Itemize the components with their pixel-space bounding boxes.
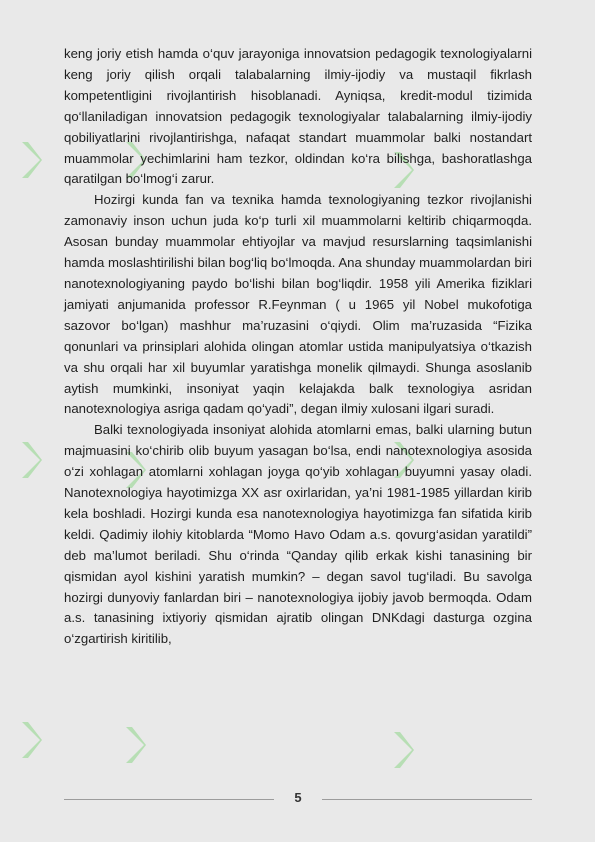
body-text — [64, 44, 532, 650]
chevron-watermark-icon — [20, 440, 42, 480]
chevron-watermark-icon — [124, 725, 146, 765]
paragraph-1: keng joriy etish hamda o‘quv jarayoniga innovatsion pedagogik texnologiyalarni keng joriy qilish orqali talabalarning ilmiy-ijodiy va mustaqil fikrlash kompetentligini rivojlantirish hisoblanadi. Ayniqsa, kredit-modul tizimida qo‘llaniladigan innovatsion pedagogik texnologiyalar talabalarning ilmiy-ijodiy qobiliyatlarini rivojlantirishga, nafaqat standart muammolar balki nostandart muammolar yechimlarini ham tezkor, oldindan ko‘ra bilishga, bashoratlashga qaratilgan bo‘lmog‘i zarur. — [64, 46, 532, 187]
paragraph-2: Hozirgi kunda fan va texnika hamda texnologiyaning tezkor rivojlanishi zamonaviy inson uchun juda ko‘p turli xil muammolarni keltirib chiqarmoqda. Asosan bunday muammolar ehtiyojlar va mavjud resurslarning taqsimlanishi hamda moslashtirilishi bilan bog‘liq bo‘lmoqda. Ana shunday muammolardan biri nanotexnologiyaning paydo bo‘lishi bilan bog‘liqdir. 1958 yili Amerika fiziklari jamiyati anjumanida professor R.Feynman ( u 1965 yil Nobel mukofotiga sazovor bo‘lgan) mashhur ma’ruzasini o‘qiydi. Olim ma’ruzasida “Fizika qonunlari va prinsiplari alohida olingan atomlar ustida manipulyatsiya o‘tkazish va shu orqali har xil buyumlar yaratishga monelik qilmaydi. Shunga asoslanib aytish mumkinki, insoniyat yaqin kelajakda balk texnologiya asridan nanotexnologiya asriga qadam qo‘yadi”, degan ilmiy xulosani ilgari suradi. — [64, 192, 532, 417]
chevron-watermark-icon — [20, 720, 42, 760]
chevron-watermark-icon — [20, 140, 42, 180]
chevron-watermark-icon — [392, 730, 414, 770]
page-footer — [64, 790, 532, 810]
footer-divider-right — [322, 799, 532, 800]
paragraph-3: Balki texnologiyada insoniyat alohida atomlarni emas, balki ularning butun majmuasini ko‘chirib olib buyum yasagan bo‘lsa, endi nanotexnologiya asosida o‘zi xohlagan atomlarni xohlagan joyga qo‘yib xohlagan buyumni yasay oladi. Nanotexnologiya hayotimizga XX asr oxirlaridan, ya’ni 1981-1985 yillardan kirib kela boshladi. Hozirgi kunda esa nanotexnologiya hayotimizga fan sifatida kirib keldi. Qadimiy ilohiy kitoblarda “Momo Havo Odam a.s. qovurg‘asidan yaratildi” deb ma’lumot beriladi. Shu o‘rinda “Qanday qilib erkak kishi tanasining bir qismidan ayol kishini yaratish mumkin? – degan savol tug‘iladi. Bu savolga hozirgi dunyoviy fanlardan biri – nanotexnologiya ijobiy javob bermoqda. Odam a.s. tanasining ixtiyoriy qismidan ajratib olingan DNKdagi dasturga ozgina o‘zgartirish kiritilib, — [64, 422, 532, 647]
page-number: 5 — [294, 790, 302, 805]
